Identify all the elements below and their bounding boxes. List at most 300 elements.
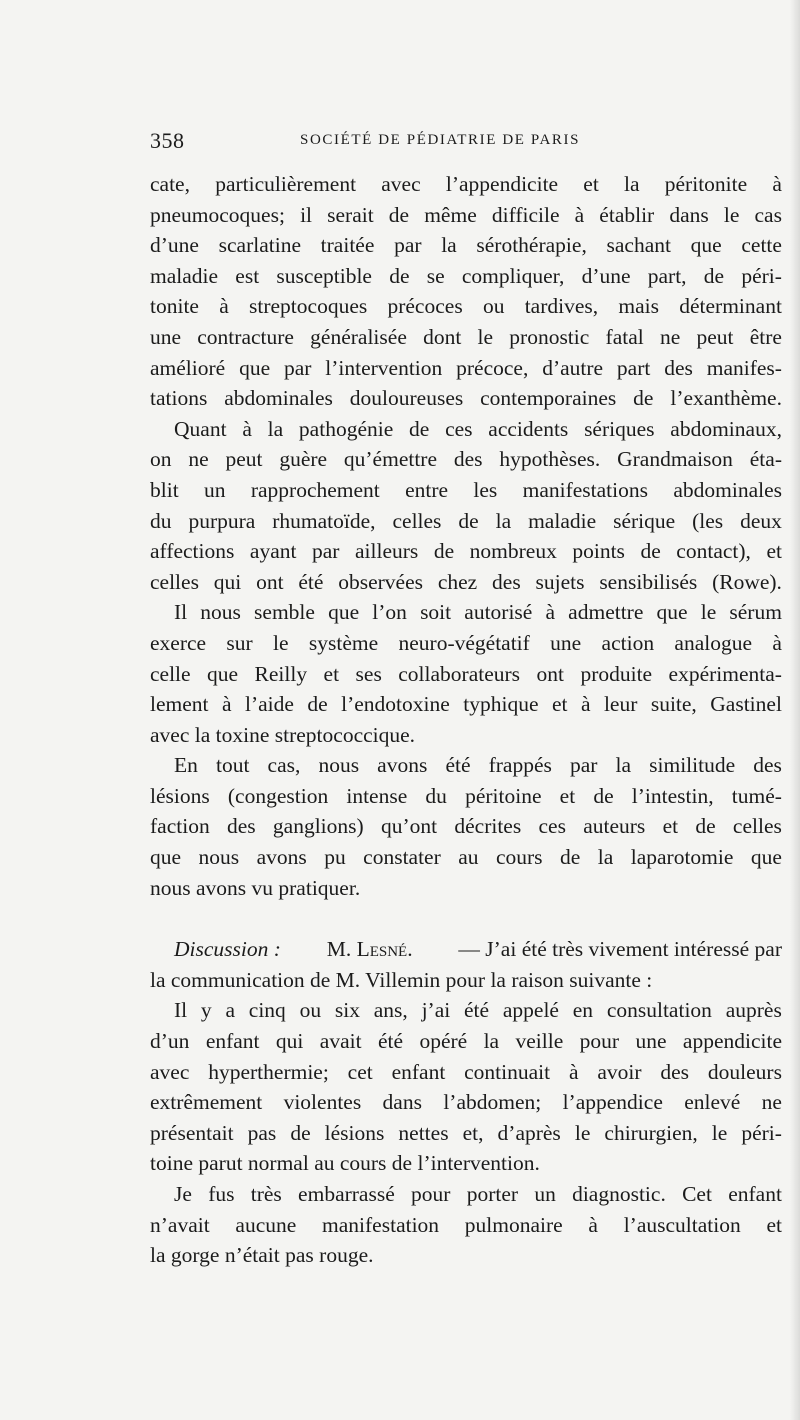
text-line: [150, 475, 782, 506]
word: avait: [319, 1029, 362, 1054]
word: de: [389, 263, 410, 288]
word: rapprochement: [250, 477, 380, 502]
text-line: [150, 1179, 782, 1210]
word: contemporaines: [480, 386, 617, 411]
page-edge-shadow: [790, 0, 800, 1420]
text-line: [150, 383, 782, 414]
text-line: [150, 628, 782, 659]
word: soit: [420, 600, 452, 625]
word: n’avait: [150, 1212, 210, 1237]
paragraph-4: [150, 750, 782, 903]
word: embarrassé: [298, 1182, 395, 1206]
text-line: [150, 444, 782, 475]
word: autorisé: [464, 600, 533, 625]
word: l’aide: [244, 692, 294, 717]
word: suite,: [650, 692, 697, 717]
word: et,: [462, 1120, 484, 1145]
section-gap: [150, 903, 782, 934]
word: été: [377, 1029, 404, 1054]
body-text: [150, 169, 782, 1271]
word: manifestation: [322, 1212, 440, 1237]
word: ne: [188, 447, 209, 472]
word: qui: [213, 569, 242, 594]
paragraph-6: [150, 1179, 782, 1271]
word: d’un: [150, 1029, 190, 1054]
word: constater: [363, 845, 441, 870]
text-line: [150, 567, 782, 598]
word: à: [574, 202, 585, 227]
word: contracture: [197, 324, 294, 349]
word: appendicite: [682, 1029, 782, 1054]
word: manifes-: [706, 355, 782, 380]
word: ailleurs: [354, 539, 419, 564]
word: cas,: [267, 753, 301, 778]
word: fatal: [605, 324, 644, 349]
word: avons: [256, 845, 307, 870]
word: sérothérapie,: [476, 233, 587, 258]
word: cet: [347, 1059, 373, 1084]
word: amélioré: [150, 355, 226, 380]
word: ou: [299, 998, 322, 1023]
word: Il: [174, 600, 188, 625]
word: l’intestin,: [631, 783, 714, 808]
word: le: [273, 630, 289, 655]
word: l’auscultation: [623, 1212, 741, 1237]
text-line: [150, 781, 782, 812]
word: part: [616, 355, 651, 380]
text-line: [150, 1057, 782, 1088]
word: expérimenta-: [668, 661, 782, 686]
word: sujets: [535, 569, 585, 594]
word: pulmonaire: [464, 1212, 563, 1237]
word: ont: [256, 569, 284, 594]
discussion-paragraph: [150, 934, 782, 995]
text-line: [150, 506, 782, 537]
word: scarlatine: [218, 233, 301, 258]
word: lement: [150, 692, 209, 717]
word: la: [615, 753, 632, 778]
word: nombreux: [469, 539, 557, 564]
word: sachant: [606, 233, 671, 258]
word: la: [495, 508, 512, 533]
word: et: [551, 692, 568, 717]
word: d’une: [581, 263, 631, 288]
word: l’abdomen;: [443, 1090, 542, 1115]
word: a: [225, 998, 235, 1023]
word: Cet: [682, 1182, 712, 1206]
word: maladie: [150, 263, 219, 288]
word: été: [298, 569, 324, 594]
word: hypothèses.: [499, 447, 601, 472]
word: un: [534, 1182, 556, 1206]
word: que: [150, 845, 182, 870]
word: qu’ont: [380, 814, 438, 839]
word: tardives,: [524, 294, 599, 319]
word: lésions: [324, 1120, 385, 1145]
word: dont: [423, 324, 462, 349]
word: typhique: [463, 692, 539, 717]
word: ganglions): [272, 814, 364, 839]
word: la: [597, 845, 614, 870]
word: à: [568, 1059, 579, 1084]
word: exerce: [150, 630, 207, 655]
word: pour: [579, 1029, 620, 1054]
text-line: [150, 1026, 782, 1057]
word: pu: [324, 845, 346, 870]
running-head: SOCIÉTÉ DE PÉDIATRIE DE PARIS: [300, 132, 581, 148]
text-line: nous avons vu pratiquer.: [150, 875, 361, 900]
word: à: [580, 692, 591, 717]
word: éta-: [749, 447, 782, 472]
word: été: [464, 998, 490, 1023]
word: du: [425, 783, 447, 808]
word: (Rowe).: [712, 569, 782, 594]
word: l’on: [372, 600, 407, 625]
text-line: [150, 200, 782, 231]
word: consultation: [606, 998, 712, 1023]
word: celles: [732, 814, 782, 839]
text-line: [150, 750, 782, 781]
word: une: [550, 630, 582, 655]
word: même: [424, 202, 477, 227]
word: enfant: [391, 1059, 446, 1084]
word: deux: [740, 508, 782, 533]
word: que: [239, 355, 271, 380]
word: être: [749, 324, 782, 349]
word: d’une: [150, 233, 199, 258]
word: ou: [482, 294, 505, 319]
text-line: [150, 1118, 782, 1149]
word: avons: [377, 753, 428, 778]
word: serait: [327, 202, 374, 227]
word: sérique: [613, 508, 676, 533]
word: le: [477, 324, 494, 349]
word: à: [545, 600, 556, 625]
word: de: [290, 1120, 311, 1145]
word: de: [409, 416, 430, 441]
word: contact),: [676, 539, 751, 564]
word: analogue: [674, 630, 753, 655]
word: le: [700, 600, 717, 625]
word: similitude: [649, 753, 736, 778]
word: sur: [226, 630, 253, 655]
word: la: [483, 1029, 500, 1054]
word: d’autre: [542, 355, 604, 380]
word: sériques: [584, 416, 655, 441]
word: de: [593, 783, 614, 808]
word: porter: [466, 1182, 519, 1206]
word: déterminant: [679, 294, 782, 319]
word: aucune: [235, 1212, 297, 1237]
word: que: [690, 233, 722, 258]
text-line: toine parut normal au cours de l’intervention.: [150, 1151, 540, 1176]
word: manifestations: [522, 477, 648, 502]
word: de: [433, 539, 455, 564]
word: le: [711, 1120, 728, 1145]
word: l’appendice: [562, 1090, 663, 1115]
word: des: [226, 814, 256, 839]
word: de: [640, 539, 661, 564]
word: affections: [150, 539, 235, 564]
word: une: [150, 324, 182, 349]
word: auteurs: [583, 814, 646, 839]
word: cinq: [248, 998, 286, 1023]
text-line: la communication de M. Villemin pour la raison suivante :: [150, 967, 653, 992]
word: admettre: [568, 600, 644, 625]
word: fus: [208, 1182, 235, 1206]
word: en: [572, 998, 594, 1023]
word: ces: [538, 814, 566, 839]
word: opéré: [419, 1029, 468, 1054]
word: péritonite: [664, 172, 748, 196]
text-line: [150, 536, 782, 567]
word: de: [388, 202, 410, 227]
word: de: [633, 386, 654, 411]
page-number: 358: [150, 128, 185, 153]
word: continuait: [464, 1059, 551, 1084]
word: est: [235, 263, 260, 288]
word: nettes: [398, 1120, 449, 1145]
word: une: [635, 1029, 667, 1054]
word: à: [772, 172, 782, 196]
word: des: [660, 1059, 690, 1084]
word: douleurs: [707, 1059, 782, 1084]
word: péri-: [741, 1120, 782, 1145]
text-line: [150, 322, 782, 353]
word: mais: [618, 294, 659, 319]
word: appelé: [502, 998, 559, 1023]
word: compliquer,: [461, 263, 565, 288]
word: enfant: [205, 1029, 260, 1054]
word: cas: [754, 202, 782, 227]
word: y: [200, 998, 212, 1023]
word: la: [624, 172, 640, 196]
word: Il: [174, 998, 188, 1023]
text-line: avec la toxine streptococcique.: [150, 722, 416, 747]
text-line: [150, 414, 782, 445]
word: établir: [599, 202, 655, 227]
word: de: [695, 814, 716, 839]
text-line: [150, 1210, 782, 1241]
word: dans: [669, 202, 709, 227]
word: et: [323, 661, 340, 686]
word: faction: [150, 814, 210, 839]
word: ne: [761, 1090, 782, 1115]
word: maladie: [528, 508, 597, 533]
word: enfant: [728, 1182, 782, 1206]
word: ans,: [373, 998, 408, 1023]
word: blit: [150, 477, 179, 502]
word: observées: [338, 569, 424, 594]
word: (congestion: [227, 783, 329, 808]
word: de: [703, 263, 725, 288]
word: et: [766, 1212, 782, 1237]
word: à: [772, 630, 782, 655]
word: qui: [275, 1029, 304, 1054]
word: cette: [741, 233, 782, 258]
text-line: [150, 659, 782, 690]
discussion-first-line: [150, 934, 782, 965]
word: pas: [247, 1120, 277, 1145]
word: lésions: [150, 783, 210, 808]
word: abdominales: [673, 477, 782, 502]
word: ayant: [249, 539, 297, 564]
word: guère: [279, 447, 328, 472]
word: tations: [150, 386, 208, 411]
word: à: [588, 1212, 598, 1237]
word: neuro-végétatif: [398, 630, 530, 655]
word: nous: [318, 753, 360, 778]
paragraph-5: [150, 995, 782, 1179]
word: En: [174, 753, 198, 778]
word: points: [572, 539, 625, 564]
word: douloureuses: [349, 386, 464, 411]
word: par: [394, 233, 422, 258]
word: traitée: [320, 233, 375, 258]
word: sensibilisés: [599, 569, 698, 594]
word: par: [312, 539, 340, 564]
word: pour: [411, 1182, 451, 1206]
word: par: [569, 753, 598, 778]
word: nous: [200, 600, 241, 625]
text-line: [150, 353, 782, 384]
word: système: [308, 630, 379, 655]
word: extrêmement: [150, 1090, 263, 1115]
word: intense: [346, 783, 408, 808]
speaker-name: M. Lesné.: [326, 937, 413, 962]
word: l’exanthème.: [670, 386, 782, 411]
text-line: [150, 169, 782, 200]
word: auprès: [725, 998, 782, 1023]
word: la: [441, 233, 457, 258]
word: ne: [659, 324, 681, 349]
word: avec: [381, 172, 421, 196]
word: des: [753, 753, 782, 778]
word: veille: [515, 1029, 564, 1054]
word: celle: [150, 661, 191, 686]
word: généralisée: [310, 324, 407, 349]
word: que: [328, 600, 360, 625]
word: il: [300, 202, 313, 227]
word: collaborateurs: [398, 661, 521, 686]
word: au: [458, 845, 479, 870]
word: et: [662, 814, 679, 839]
word: violentes: [283, 1090, 362, 1115]
word: diagnostic.: [572, 1182, 666, 1206]
word: tumé-: [731, 783, 782, 808]
paragraph-1: [150, 169, 782, 414]
word: action: [601, 630, 655, 655]
word: pathogénie: [298, 416, 394, 441]
word: précoces: [387, 294, 463, 319]
word: tonite: [150, 294, 199, 319]
word: chirurgien,: [604, 1120, 698, 1145]
word: du: [150, 508, 172, 533]
discussion-text: — J’ai été très vivement intéressé par: [458, 937, 782, 962]
word: la: [267, 416, 284, 441]
word: et: [583, 172, 599, 196]
word: présentait: [150, 1120, 234, 1145]
word: péritoine: [465, 783, 542, 808]
word: avec: [150, 1059, 190, 1084]
word: de: [458, 508, 479, 533]
word: un: [204, 477, 226, 502]
word: par: [283, 355, 312, 380]
word: dans: [382, 1090, 422, 1115]
page-header: [150, 128, 630, 156]
text-line: [150, 689, 782, 720]
word: Gastinel: [710, 692, 782, 717]
word: nous: [198, 845, 240, 870]
word: j’ai: [421, 998, 451, 1023]
paragraph-3: [150, 597, 782, 750]
word: ont: [536, 661, 564, 686]
word: les: [473, 477, 498, 502]
word: abdominaux,: [670, 416, 782, 441]
text-line: [150, 261, 782, 292]
word: abdominales: [224, 386, 333, 411]
word: hyperthermie;: [208, 1059, 329, 1084]
word: des: [453, 447, 483, 472]
word: avoir: [597, 1059, 642, 1084]
word: de: [307, 692, 328, 717]
word: streptocoques: [249, 294, 368, 319]
word: le: [723, 202, 740, 227]
word: purpura: [188, 508, 256, 533]
word: Grandmaison: [617, 447, 733, 472]
word: que: [207, 661, 239, 686]
word: Reilly: [254, 661, 308, 686]
word: d’après: [497, 1120, 561, 1145]
word: semble: [254, 600, 315, 625]
word: chez: [437, 569, 478, 594]
word: leur: [603, 692, 638, 717]
word: Quant: [174, 416, 227, 441]
word: été: [445, 753, 471, 778]
word: pronostic: [509, 324, 590, 349]
discussion-label: Discussion :: [174, 937, 281, 962]
word: de: [560, 845, 581, 870]
word: ces: [445, 416, 473, 441]
word: qu’émettre: [343, 447, 438, 472]
word: particulièrement: [215, 172, 357, 196]
word: celles: [392, 508, 442, 533]
word: à: [242, 416, 252, 441]
word: part,: [647, 263, 687, 288]
word: l’intervention: [325, 355, 443, 380]
word: péri-: [741, 263, 782, 288]
word: peut: [696, 324, 734, 349]
word: que: [656, 600, 688, 625]
word: peut: [225, 447, 263, 472]
word: ses: [355, 661, 382, 686]
word: cate,: [150, 172, 190, 196]
word: que: [750, 845, 782, 870]
word: et: [766, 539, 782, 564]
word: six: [334, 998, 360, 1023]
paragraph-2: [150, 414, 782, 598]
word: enlevé: [684, 1090, 741, 1115]
word: très: [250, 1182, 282, 1206]
word: décrites: [454, 814, 522, 839]
word: difficile: [491, 202, 560, 227]
word: se: [426, 263, 445, 288]
word: (les: [692, 508, 724, 533]
word: l’appendicite: [445, 172, 559, 196]
word: et: [559, 783, 576, 808]
word: rhumatoïde,: [272, 508, 376, 533]
word: pneumocoques;: [150, 202, 285, 227]
